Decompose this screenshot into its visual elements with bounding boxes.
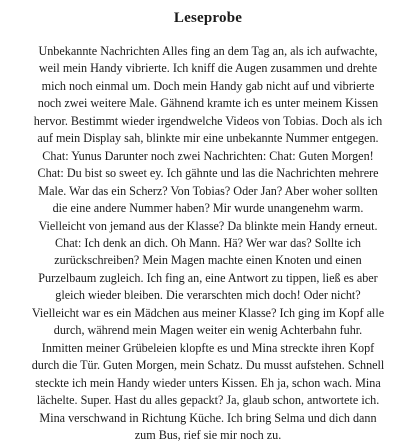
body-line: zum Bus, rief sie mir noch zu. [134, 427, 282, 442]
body-line: Vielleicht war es ein Mädchen aus meiner Klasse? Ich ging im Kopf alle [31, 305, 385, 320]
body-line: hervor. Bestimmt wieder irgendwelche Videos von Tobias. Doch als ich [33, 113, 383, 128]
body-line: gleich wieder bleiben. Die verarschten mich doch! Oder nicht? [55, 288, 361, 303]
body-line: die eine andere Nummer haben? Mir wurde unangenehm warm. [52, 201, 364, 216]
body-line: Mina verschwand in Richtung Küche. Ich bring Selma und dich dann [39, 410, 377, 425]
body-line: steckte ich mein Handy wieder unters Kissen. Eh ja, schon wach. Mina [35, 375, 381, 390]
body-line: Inmitten meiner Grübeleien klopfte es und Mina streckte ihren Kopf [41, 340, 375, 355]
body-line: zurückschreiben? Mein Magen machte einen Knoten und einen [54, 253, 362, 268]
body-line: Purzelbaum zugleich. Ich fing an, eine Antwort zu tippen, ließ es aber [38, 270, 378, 285]
body-line: Chat: Ich denk an dich. Oh Mann. Hä? Wer war das? Sollte ich [55, 235, 361, 250]
body-line: durch die Tür. Guten Morgen, mein Schatz. Du musst aufstehen. Schnell [31, 358, 385, 373]
body-line: weil mein Handy vibrierte. Ich kniff die Augen zusammen und drehte [38, 61, 378, 76]
body-line: noch zwei weitere Male. Gähnend kramte ich es unter meinem Kissen [37, 96, 379, 111]
body-line: Male. War das ein Scherz? Von Tobias? Oder Jan? Aber woher sollten [38, 183, 378, 198]
body-line: auf mein Display sah, blinkte mir eine unbekannte Nummer entgegen. [37, 131, 379, 146]
body-line: Unbekannte Nachrichten Alles fing an dem Tag an, als ich aufwachte, [38, 44, 378, 58]
document-title: Leseprobe [173, 10, 243, 26]
body-line: mich noch einmal um. Doch mein Handy gab nicht auf und vibrierte [41, 78, 375, 93]
body-line: Chat: Yunus Darunter noch zwei Nachrichten: Chat: Guten Morgen! [42, 148, 374, 163]
body-line: Vielleicht von jemand aus der Klasse? Da blinkte mein Handy erneut. [38, 218, 378, 233]
body-line: durch, während mein Magen weiter ein wenig Achterbahn fuhr. [53, 323, 363, 338]
body-line: Chat: Du bist so sweet ey. Ich gähnte und las die Nachrichten mehrere [37, 166, 379, 181]
body-line: lächelte. Super. Hast du alles gepackt? Ja, glaub schon, antwortete ich. [36, 393, 380, 408]
document-body [0, 43, 416, 444]
